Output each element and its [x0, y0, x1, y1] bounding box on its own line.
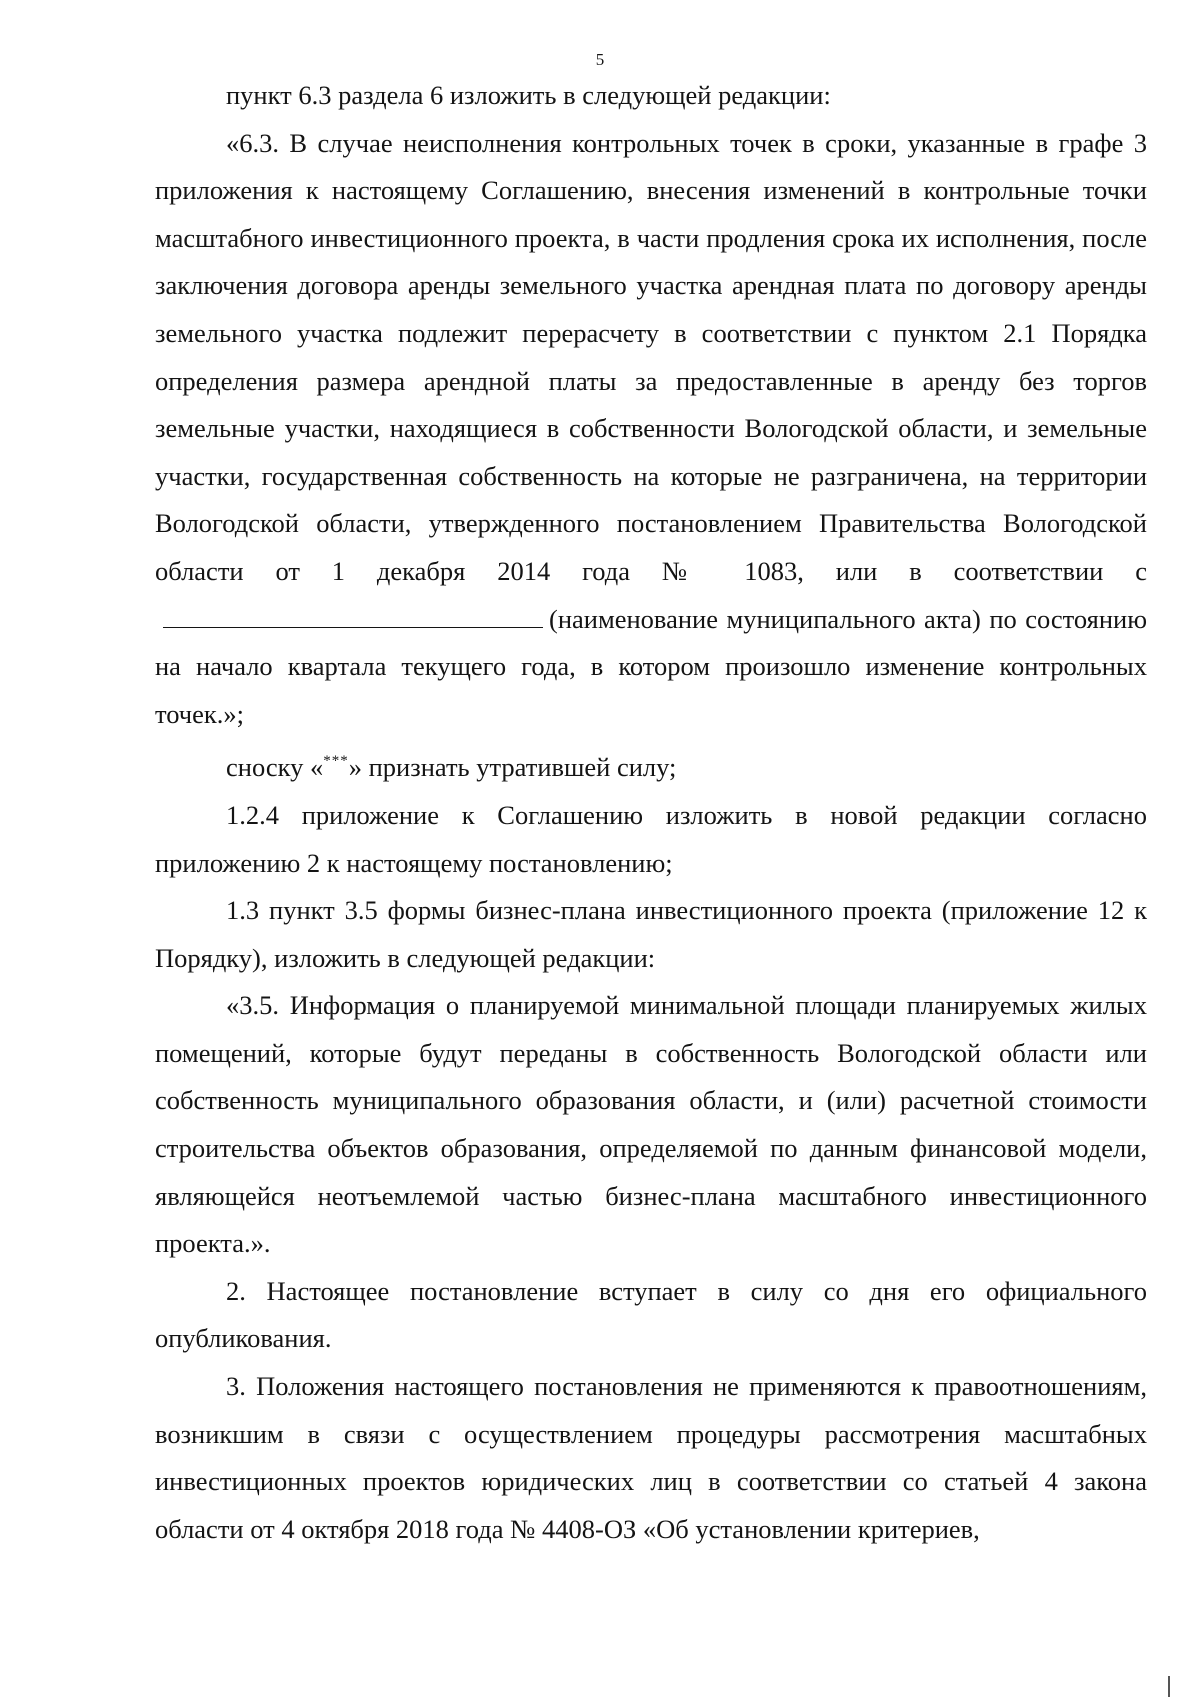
blank-fill-line	[163, 605, 543, 628]
paragraph: 1.3 пункт 3.5 формы бизнес-плана инвестиционного проекта (приложение 12 к Порядку), изложить в следующей редакции:	[155, 895, 1147, 973]
paragraph-text: «6.3. В случае неисполнения контрольных точек в сроки, указанные в графе 3 приложения к настоящему Соглашению, внесения изменений в контрольные точки масштабного инвестиционного проекта, в части продления срока их исполнения, после заключения договора аренды земельного участка арендная плата по договору аренды земельного участка подлежит перерасчету в соответствии с пунктом 2.1 Порядка определения размера арендной платы за предоставленные в аренду без торгов земельные участки, находящиеся в собственности Вологодской области, и земельные участки, государственная собственность на которые не разграничена, на территории Вологодской области, утвержденного постановлением Правительства Вологодской области от 1 декабря 2014 года № 1083, или в соответствии с	[155, 127, 1147, 586]
scan-edge-mark	[1168, 1676, 1170, 1697]
paragraph-text: сноску «	[226, 752, 324, 783]
paragraph-text: » признать утратившей силу;	[348, 752, 677, 783]
paragraph: 1.2.4 приложение к Соглашению изложить в новой редакции согласно приложению 2 к настоящему постановлению;	[155, 799, 1147, 878]
paragraph: 2. Настоящее постановление вступает в силу со дня его официального опубликования.	[155, 1275, 1147, 1354]
paragraph-text: (наименование муниципального акта) по состоянию на начало квартала текущего года, в котором произошло изменение контрольных точек.»;	[155, 603, 1147, 729]
paragraph: 3. Положения настоящего постановления не применяются к правоотношениям, возникшим в связи с осуществлением процедуры рассмотрения масштабных инвестиционных проектов юридических лиц в соответствии со статьей 4 закона области от 4 октября 2018 года № 4408-ОЗ «Об установлении критериев,	[155, 1371, 1147, 1544]
paragraph: «3.5. Информация о планируемой минимальной площади планируемых жилых помещений, которые будут переданы в собственность Вологодской области или собственность муниципального образования области, и (или) расчетной стоимости строительства объектов образования, определяемой по данным финансовой модели, являющейся неотъемлемой частью бизнес-плана масштабного инвестиционного проекта.».	[155, 990, 1147, 1259]
page-number: 5	[595, 50, 605, 69]
paragraph	[155, 738, 1147, 792]
footnote-mark: ***	[323, 753, 349, 770]
paragraph	[155, 120, 1147, 739]
document-body	[155, 72, 1147, 1553]
paragraph: пункт 6.3 раздела 6 изложить в следующей редакции:	[226, 80, 831, 110]
